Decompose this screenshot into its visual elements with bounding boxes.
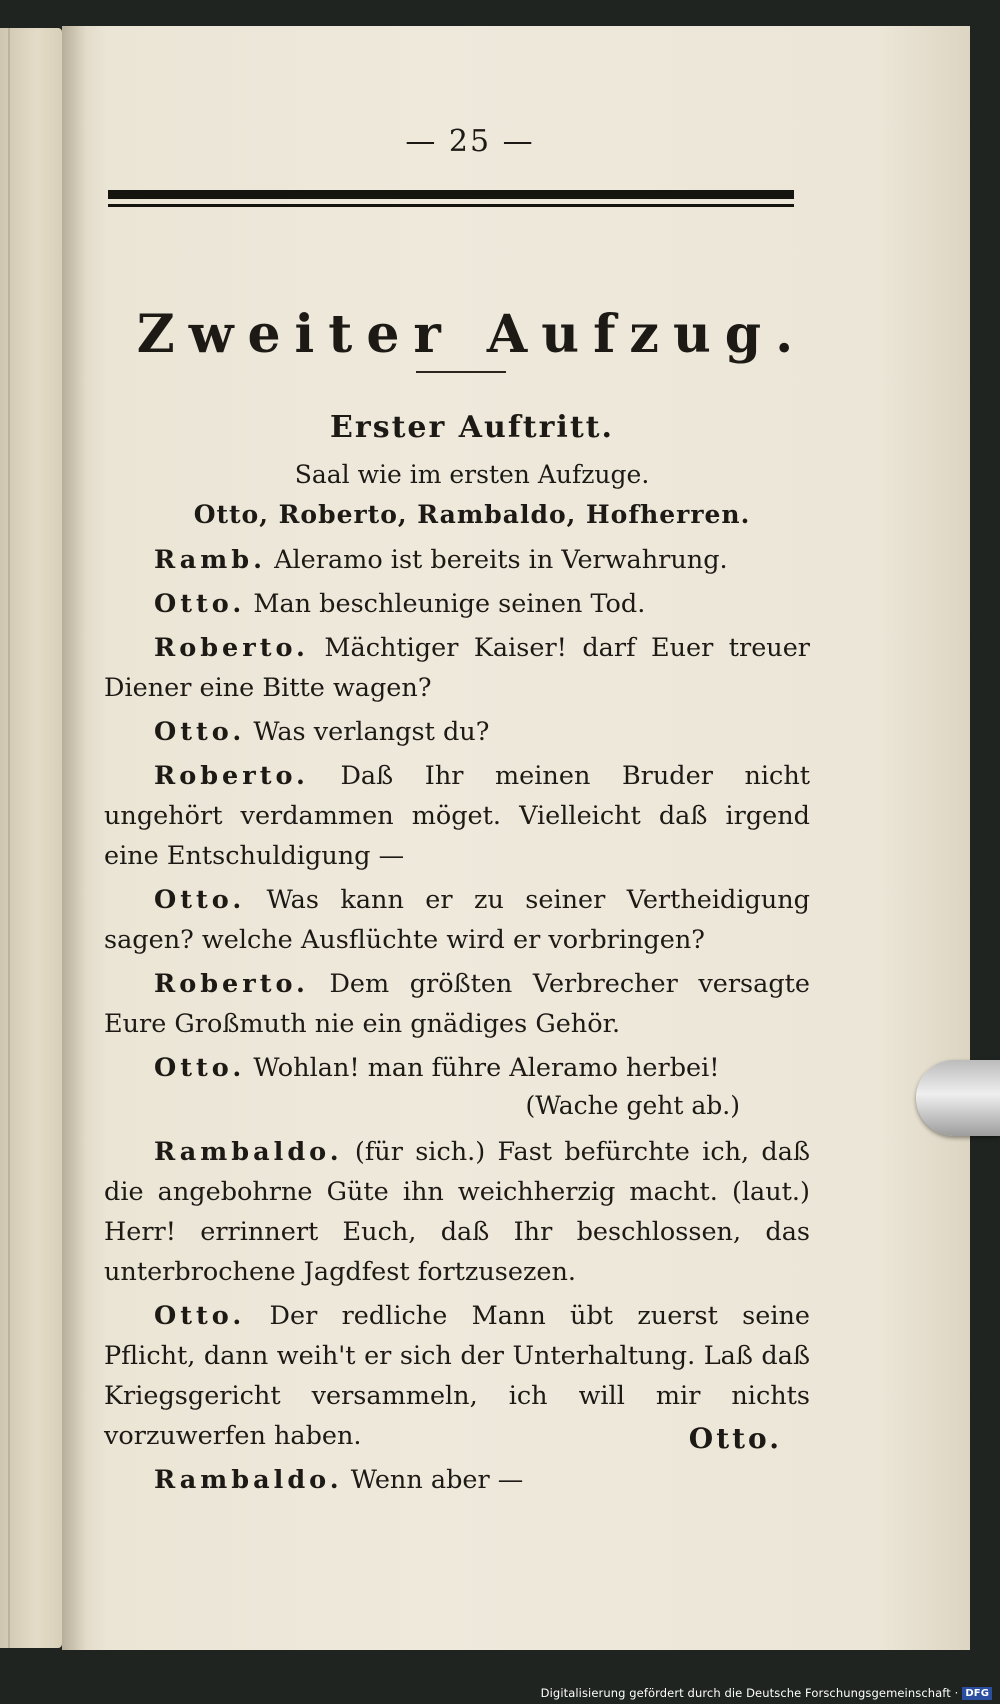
cast-list: Otto, Roberto, Rambaldo, Hofherren. xyxy=(193,500,751,529)
dialogue-line xyxy=(104,584,810,624)
dialogue-line xyxy=(104,1460,810,1500)
speech-text: Daß Ihr meinen Bruder nicht ungehört verdammen möget. Vielleicht daß irgend eine Entschuldigung — xyxy=(104,761,810,871)
dialogue-line xyxy=(104,756,810,876)
dialogue-block xyxy=(104,540,810,1504)
speaker-name: Otto. xyxy=(154,1301,246,1331)
speaker-name: Roberto. xyxy=(154,761,309,791)
dialogue-line xyxy=(104,712,810,752)
speech-text: Man beschleunige seinen Tod. xyxy=(253,589,646,619)
dialogue-line xyxy=(104,628,810,708)
act-divider xyxy=(416,371,506,373)
catchword: Otto. xyxy=(688,1422,782,1455)
page-number: — 25 — xyxy=(405,124,535,159)
header-rule-thin xyxy=(108,204,794,207)
left-page-edge xyxy=(0,28,62,1648)
speech-text: Dem größten Verbrecher versagte Eure Großmuth nie ein gnädiges Gehör. xyxy=(104,969,811,1039)
dialogue-line xyxy=(104,964,810,1044)
dialogue-line xyxy=(104,1048,810,1088)
speaker-name: Ramb. xyxy=(154,545,266,575)
speech-text: Was kann er zu seiner Vertheidigung sagen? welche Ausflüchte wird er vorbringen? xyxy=(104,885,811,955)
speaker-name: Otto. xyxy=(154,717,246,747)
dialogue-line xyxy=(104,1132,810,1292)
digitization-footer xyxy=(541,1686,992,1700)
footer-text: Digitalisierung gefördert durch die Deutsche Forschungsgemeinschaft · xyxy=(540,1686,959,1700)
speaker-name: Otto. xyxy=(154,1053,246,1083)
dialogue-line xyxy=(104,880,810,960)
speaker-name: Rambaldo. xyxy=(154,1465,343,1495)
speaker-name: Roberto. xyxy=(154,969,309,999)
scene-title: Erster Auftritt. xyxy=(330,410,614,445)
dfg-logo: DFG xyxy=(962,1687,992,1700)
speech-text: (für sich.) Fast befürchte ich, daß die angebohrne Güte ihn weichherzig macht. (laut.) Herr! errinnert Euch, daß Ihr beschlossen, das unterbrochene Jagdfest fortzusezen. xyxy=(104,1137,810,1287)
dialogue-line xyxy=(104,540,810,580)
header-rule-thick xyxy=(108,190,794,199)
stage-direction: (Wache geht ab.) xyxy=(525,1091,740,1120)
speech-text: Was verlangst du? xyxy=(253,717,490,747)
speech-text: Aleramo ist bereits in Verwahrung. xyxy=(274,545,728,575)
speaker-name: Otto. xyxy=(154,885,246,915)
speaker-name: Roberto. xyxy=(154,633,309,663)
scene-setting: Saal wie im ersten Aufzuge. xyxy=(294,460,650,489)
speech-text: Wohlan! man führe Aleramo herbei! xyxy=(253,1053,720,1083)
page-fold xyxy=(8,28,10,1648)
speaker-name: Otto. xyxy=(154,589,246,619)
act-title: Zweiter Aufzug. xyxy=(136,304,808,365)
speaker-name: Rambaldo. xyxy=(154,1137,343,1167)
page-clip xyxy=(916,1060,1000,1136)
gutter-shadow xyxy=(62,26,86,1650)
page-content xyxy=(62,26,970,1650)
speech-text: Mächtiger Kaiser! darf Euer treuer Diener eine Bitte wagen? xyxy=(104,633,810,703)
speech-text: Wenn aber — xyxy=(350,1465,524,1495)
speech-text: Der redliche Mann übt zuerst seine Pflicht, dann weih't er sich der Unterhaltung. Laß daß Kriegsgericht versammeln, ich will mir nichts vorzuwerfen haben. xyxy=(104,1301,810,1451)
book-page xyxy=(62,26,970,1650)
